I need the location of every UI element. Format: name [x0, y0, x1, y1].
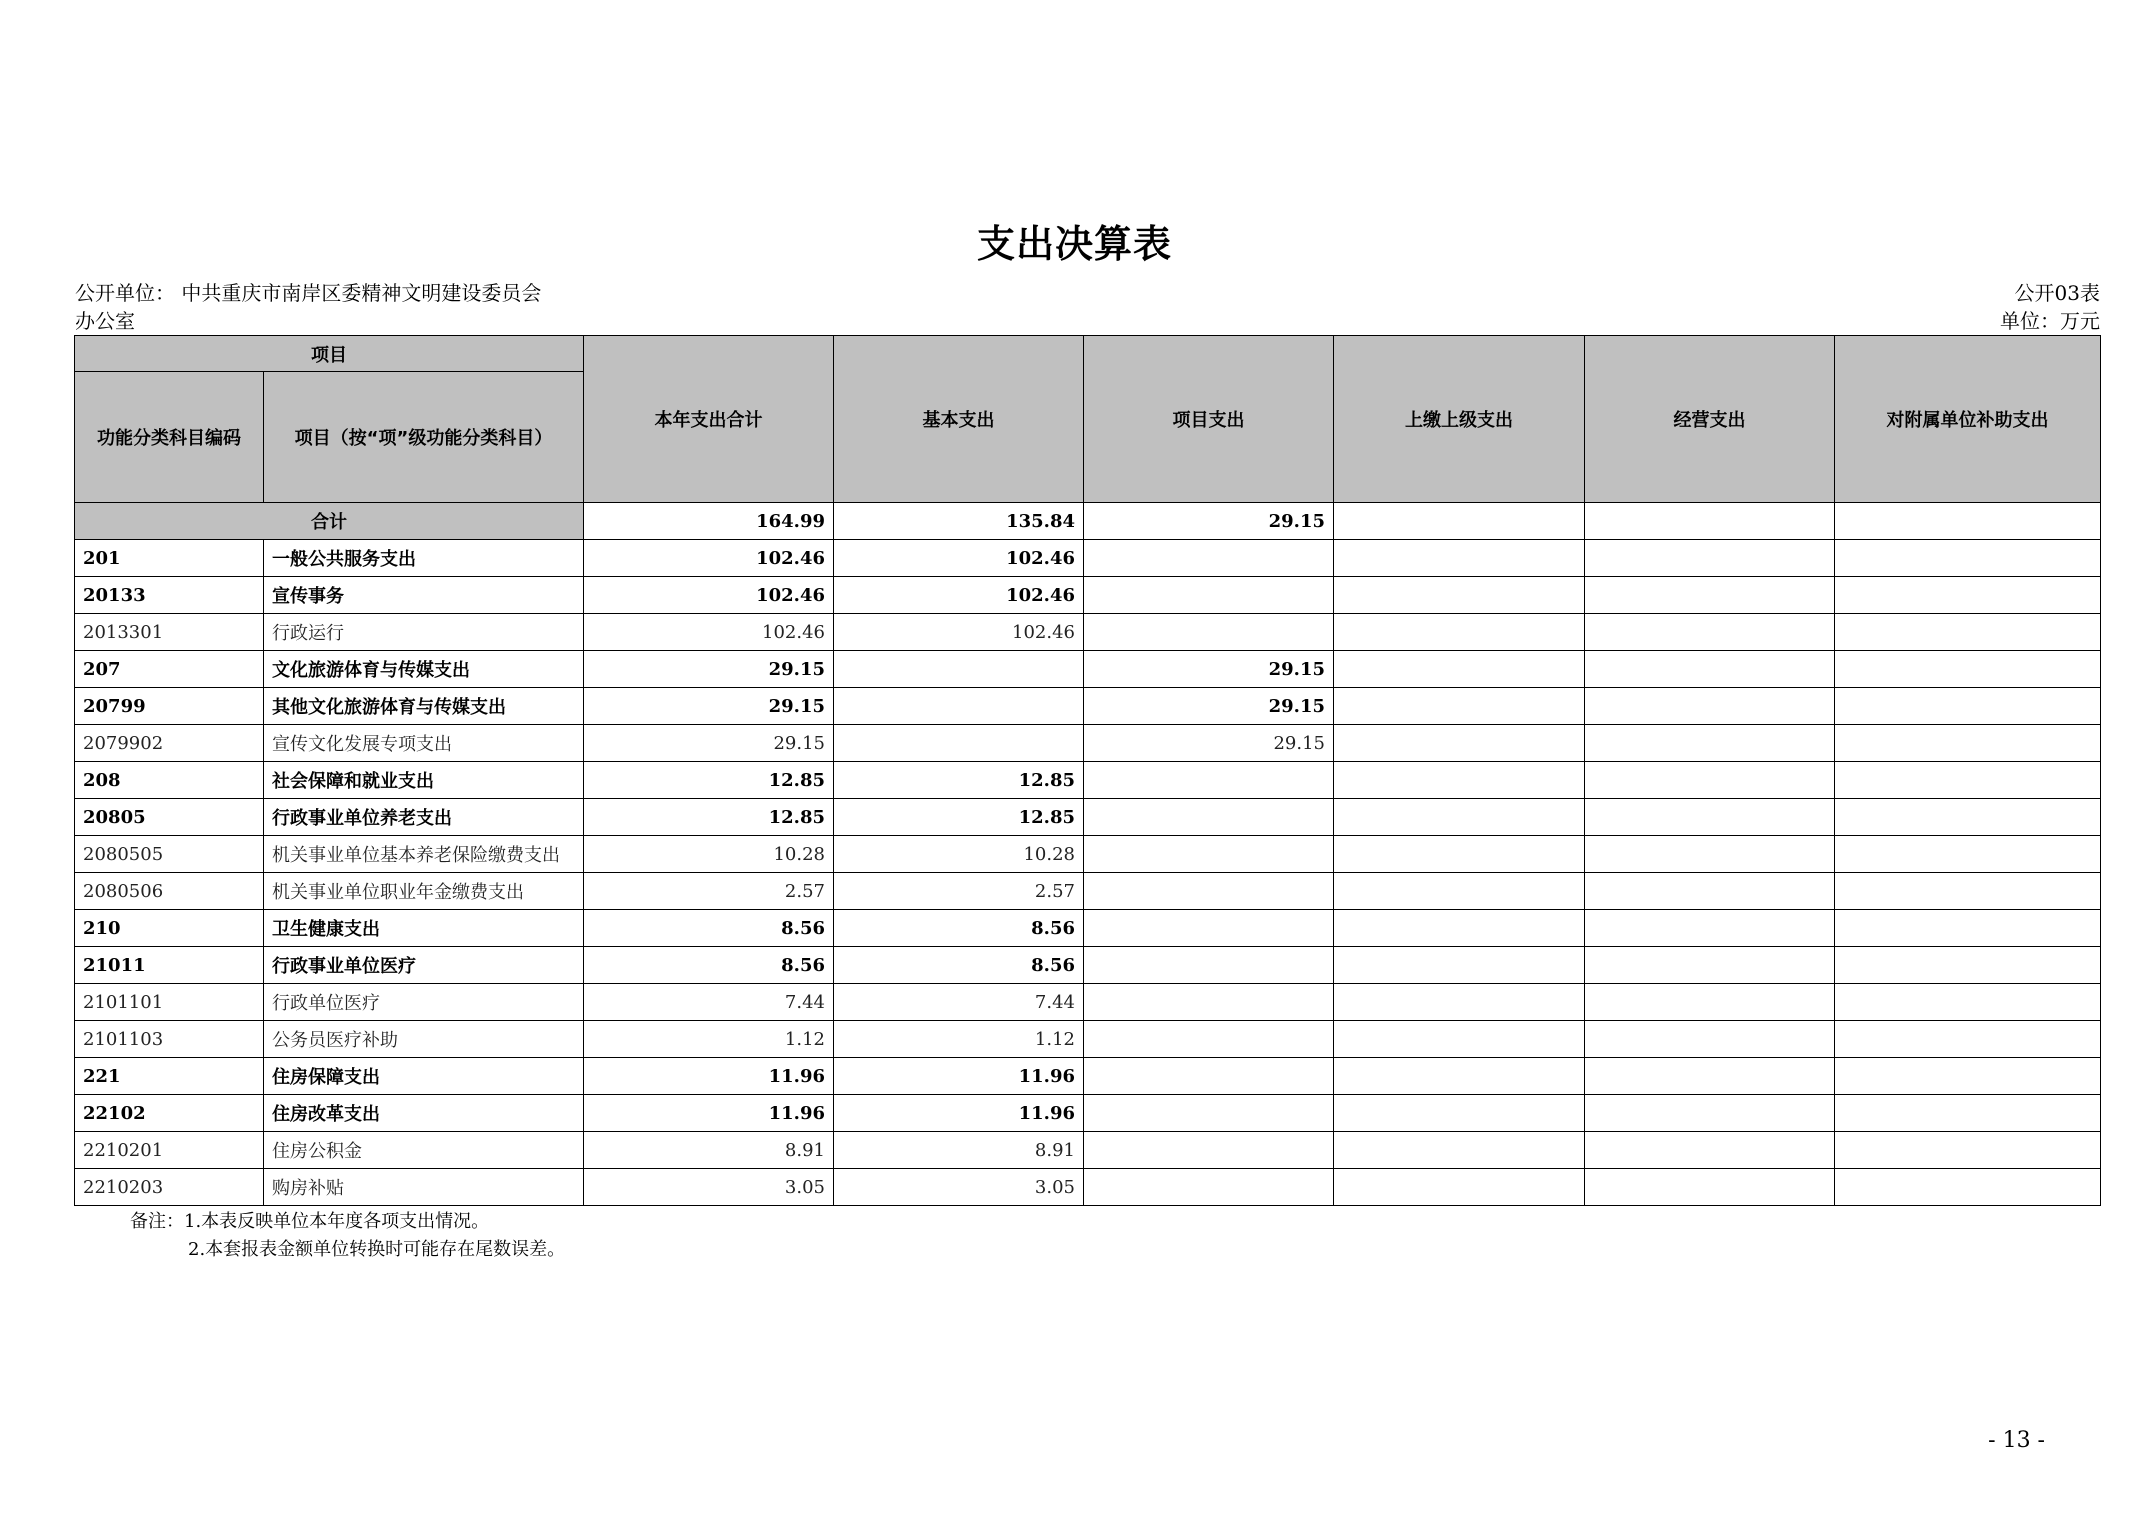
subsidy-cell: [1835, 540, 2101, 577]
project-cell: [1084, 1095, 1334, 1132]
total-cell: 8.56: [584, 910, 834, 947]
project-cell: [1084, 836, 1334, 873]
project-cell: [1084, 614, 1334, 651]
header-basic: 基本支出: [834, 336, 1084, 503]
project-cell: [1084, 873, 1334, 910]
total-cell: 12.85: [584, 799, 834, 836]
operating-cell: [1585, 947, 1835, 984]
table-row: [75, 836, 2101, 873]
operating-cell: [1585, 1132, 1835, 1169]
subsidy-cell: [1835, 651, 2101, 688]
subsidy-cell: [1835, 762, 2101, 799]
table-row: [75, 651, 2101, 688]
total-cell: 1.12: [584, 1021, 834, 1058]
upper-cell: [1334, 799, 1585, 836]
notes: [130, 1208, 565, 1264]
header-upper: 上缴上级支出: [1334, 336, 1585, 503]
name-cell: 住房保障支出: [264, 1058, 584, 1095]
name-cell: 公务员医疗补助: [264, 1021, 584, 1058]
subsidy-cell: [1835, 910, 2101, 947]
subsidy-cell: [1835, 799, 2101, 836]
operating-cell: [1585, 651, 1835, 688]
project-cell: 29.15: [1084, 503, 1334, 540]
basic-cell: 7.44: [834, 984, 1084, 1021]
table-row: [75, 1058, 2101, 1095]
total-cell: 10.28: [584, 836, 834, 873]
upper-cell: [1334, 688, 1585, 725]
table-row: [75, 910, 2101, 947]
code-cell: 2080505: [75, 836, 264, 873]
subsidy-cell: [1835, 577, 2101, 614]
code-cell: 21011: [75, 947, 264, 984]
name-cell: 购房补贴: [264, 1169, 584, 1206]
upper-cell: [1334, 762, 1585, 799]
upper-cell: [1334, 1132, 1585, 1169]
operating-cell: [1585, 836, 1835, 873]
project-cell: [1084, 910, 1334, 947]
table-row: [75, 799, 2101, 836]
upper-cell: [1334, 910, 1585, 947]
code-cell: 22102: [75, 1095, 264, 1132]
operating-cell: [1585, 1021, 1835, 1058]
basic-cell: 2.57: [834, 873, 1084, 910]
subsidy-cell: [1835, 1058, 2101, 1095]
basic-cell: 102.46: [834, 577, 1084, 614]
table-row: [75, 577, 2101, 614]
upper-cell: [1334, 577, 1585, 614]
code-cell: 201: [75, 540, 264, 577]
basic-cell: 11.96: [834, 1095, 1084, 1132]
project-cell: 29.15: [1084, 651, 1334, 688]
note-line-1: 备注：1.本表反映单位本年度各项支出情况。: [130, 1211, 490, 1232]
table-row: [75, 725, 2101, 762]
subsidy-cell: [1835, 836, 2101, 873]
name-cell: 社会保障和就业支出: [264, 762, 584, 799]
name-cell: 宣传事务: [264, 577, 584, 614]
currency-unit: 单位：万元: [2000, 309, 2100, 333]
code-cell: 2101101: [75, 984, 264, 1021]
basic-cell: 10.28: [834, 836, 1084, 873]
total-cell: 8.56: [584, 947, 834, 984]
code-cell: 2210203: [75, 1169, 264, 1206]
subsidy-cell: [1835, 947, 2101, 984]
operating-cell: [1585, 762, 1835, 799]
unit-label: 公开单位：: [75, 281, 175, 305]
total-cell: 29.15: [584, 725, 834, 762]
total-cell: 8.91: [584, 1132, 834, 1169]
note-line-2: 2.本套报表金额单位转换时可能存在尾数误差。: [188, 1239, 566, 1260]
subsidy-cell: [1835, 503, 2101, 540]
code-cell: 2210201: [75, 1132, 264, 1169]
operating-cell: [1585, 503, 1835, 540]
operating-cell: [1585, 984, 1835, 1021]
name-cell: 行政事业单位医疗: [264, 947, 584, 984]
unit-line-1: [75, 278, 541, 308]
basic-cell: 12.85: [834, 762, 1084, 799]
upper-cell: [1334, 1169, 1585, 1206]
subsidy-cell: [1835, 1095, 2101, 1132]
operating-cell: [1585, 910, 1835, 947]
code-cell: 2013301: [75, 614, 264, 651]
table-row: [75, 762, 2101, 799]
operating-cell: [1585, 688, 1835, 725]
total-cell: 11.96: [584, 1095, 834, 1132]
upper-cell: [1334, 503, 1585, 540]
subsidy-cell: [1835, 1169, 2101, 1206]
upper-cell: [1334, 725, 1585, 762]
code-cell: 221: [75, 1058, 264, 1095]
header-total: 本年支出合计: [584, 336, 834, 503]
basic-cell: 12.85: [834, 799, 1084, 836]
table-row: [75, 947, 2101, 984]
upper-cell: [1334, 651, 1585, 688]
basic-cell: 102.46: [834, 614, 1084, 651]
page-title: 支出决算表: [976, 222, 1172, 266]
code-cell: 207: [75, 651, 264, 688]
table-row: [75, 873, 2101, 910]
upper-cell: [1334, 947, 1585, 984]
total-cell: 102.46: [584, 540, 834, 577]
header-subsidy: 对附属单位补助支出: [1835, 336, 2101, 503]
name-cell: 卫生健康支出: [264, 910, 584, 947]
upper-cell: [1334, 873, 1585, 910]
operating-cell: [1585, 725, 1835, 762]
basic-cell: 102.46: [834, 540, 1084, 577]
project-cell: [1084, 1132, 1334, 1169]
table-row: [75, 614, 2101, 651]
code-cell: 2079902: [75, 725, 264, 762]
table-row: [75, 1132, 2101, 1169]
subsidy-cell: [1835, 614, 2101, 651]
upper-cell: [1334, 984, 1585, 1021]
name-cell: 行政事业单位养老支出: [264, 799, 584, 836]
basic-cell: [834, 688, 1084, 725]
project-cell: [1084, 540, 1334, 577]
code-cell: 2080506: [75, 873, 264, 910]
operating-cell: [1585, 1095, 1835, 1132]
code-cell: 210: [75, 910, 264, 947]
unit-name-line-2: 办公室: [75, 309, 135, 333]
upper-cell: [1334, 1095, 1585, 1132]
basic-cell: 1.12: [834, 1021, 1084, 1058]
name-cell: 宣传文化发展专项支出: [264, 725, 584, 762]
project-cell: [1084, 947, 1334, 984]
total-cell: 11.96: [584, 1058, 834, 1095]
header-code: 功能分类科目编码: [75, 372, 264, 503]
operating-cell: [1585, 799, 1835, 836]
total-row: [75, 503, 2101, 540]
expenditure-table: [74, 335, 2101, 1206]
table-row: [75, 1095, 2101, 1132]
header-name: 项目（按“项”级功能分类科目）: [264, 372, 584, 503]
operating-cell: [1585, 577, 1835, 614]
header-project-expense: 项目支出: [1084, 336, 1334, 503]
code-cell: 2101103: [75, 1021, 264, 1058]
total-cell: 12.85: [584, 762, 834, 799]
table-row: [75, 1169, 2101, 1206]
name-cell: 住房公积金: [264, 1132, 584, 1169]
total-cell: 29.15: [584, 688, 834, 725]
header-project: 项目: [75, 336, 584, 372]
name-cell: 其他文化旅游体育与传媒支出: [264, 688, 584, 725]
project-cell: 29.15: [1084, 725, 1334, 762]
project-cell: [1084, 1058, 1334, 1095]
project-cell: [1084, 577, 1334, 614]
operating-cell: [1585, 614, 1835, 651]
project-cell: [1084, 1169, 1334, 1206]
upper-cell: [1334, 836, 1585, 873]
table-row: [75, 688, 2101, 725]
subsidy-cell: [1835, 688, 2101, 725]
basic-cell: 8.56: [834, 910, 1084, 947]
code-cell: 20805: [75, 799, 264, 836]
total-cell: 102.46: [584, 614, 834, 651]
basic-cell: 8.56: [834, 947, 1084, 984]
project-cell: [1084, 762, 1334, 799]
basic-cell: [834, 725, 1084, 762]
code-cell: 208: [75, 762, 264, 799]
table-row: [75, 540, 2101, 577]
subsidy-cell: [1835, 1132, 2101, 1169]
upper-cell: [1334, 1058, 1585, 1095]
table-row: [75, 1021, 2101, 1058]
total-label: 合计: [75, 503, 584, 540]
name-cell: 住房改革支出: [264, 1095, 584, 1132]
project-cell: [1084, 799, 1334, 836]
basic-cell: 135.84: [834, 503, 1084, 540]
operating-cell: [1585, 873, 1835, 910]
project-cell: 29.15: [1084, 688, 1334, 725]
project-cell: [1084, 1021, 1334, 1058]
total-cell: 29.15: [584, 651, 834, 688]
upper-cell: [1334, 1021, 1585, 1058]
name-cell: 机关事业单位基本养老保险缴费支出: [264, 836, 584, 873]
name-cell: 行政单位医疗: [264, 984, 584, 1021]
code-cell: 20799: [75, 688, 264, 725]
unit-name: 中共重庆市南岸区委精神文明建设委员会: [181, 281, 542, 305]
basic-cell: 11.96: [834, 1058, 1084, 1095]
operating-cell: [1585, 1169, 1835, 1206]
subsidy-cell: [1835, 725, 2101, 762]
subsidy-cell: [1835, 984, 2101, 1021]
total-cell: 2.57: [584, 873, 834, 910]
name-cell: 行政运行: [264, 614, 584, 651]
page-number: - 13 -: [1988, 1428, 2045, 1453]
table-row: [75, 984, 2101, 1021]
total-cell: 3.05: [584, 1169, 834, 1206]
table-number: 公开03表: [2014, 281, 2100, 305]
total-cell: 102.46: [584, 577, 834, 614]
upper-cell: [1334, 540, 1585, 577]
header-operating: 经营支出: [1585, 336, 1835, 503]
operating-cell: [1585, 540, 1835, 577]
name-cell: 一般公共服务支出: [264, 540, 584, 577]
basic-cell: 3.05: [834, 1169, 1084, 1206]
upper-cell: [1334, 614, 1585, 651]
name-cell: 机关事业单位职业年金缴费支出: [264, 873, 584, 910]
name-cell: 文化旅游体育与传媒支出: [264, 651, 584, 688]
total-cell: 7.44: [584, 984, 834, 1021]
operating-cell: [1585, 1058, 1835, 1095]
basic-cell: 8.91: [834, 1132, 1084, 1169]
subsidy-cell: [1835, 873, 2101, 910]
total-cell: 164.99: [584, 503, 834, 540]
subsidy-cell: [1835, 1021, 2101, 1058]
code-cell: 20133: [75, 577, 264, 614]
project-cell: [1084, 984, 1334, 1021]
basic-cell: [834, 651, 1084, 688]
